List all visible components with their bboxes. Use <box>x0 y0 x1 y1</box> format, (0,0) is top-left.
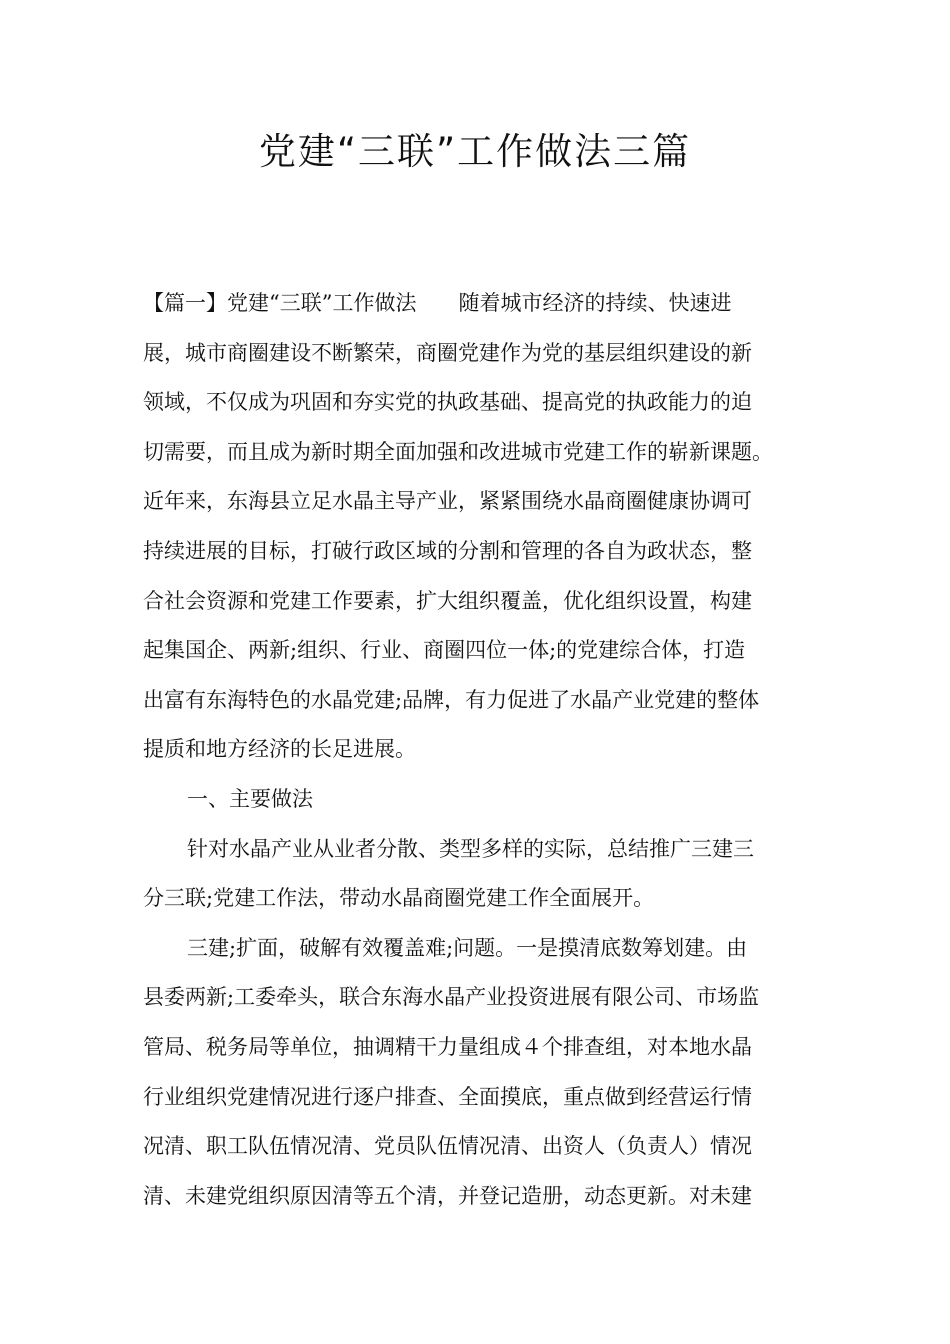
paragraph-line: 三建;扩面，破解有效覆盖难;问题。一是摸清底数筹划建。由 <box>187 935 748 960</box>
document-body <box>143 279 811 1221</box>
paragraph-line: 县委两新;工委牵头，联合东海水晶产业投资进展有限公司、市场监 <box>143 985 760 1010</box>
paragraph-line: 近年来，东海县立足水晶主导产业，紧紧围绕水晶商圈健康协调可 <box>143 489 752 514</box>
paragraph-line: 针对水晶产业从业者分散、类型多样的实际，总结推广三建三 <box>187 836 754 861</box>
paragraph-line: 管局、税务局等单位，抽调精干力量组成４个排查组，对本地水晶 <box>143 1034 752 1059</box>
paragraph-line: 起集国企、两新;组织、行业、商圈四位一体;的党建综合体，打造 <box>143 638 746 663</box>
paragraph-line: 行业组织党建情况进行逐户排查、全面摸底，重点做到经营运行情 <box>143 1084 752 1109</box>
paragraph-line: 况清、职工队伍情况清、党员队伍情况清、出资人（负责人）情况 <box>143 1134 752 1159</box>
paragraph-line: 出富有东海特色的水晶党建;品牌，有力促进了水晶产业党建的整体 <box>143 687 760 712</box>
paragraph-line: 分三联;党建工作法，带动水晶商圈党建工作全面展开。 <box>143 886 655 911</box>
paragraph-line: 清、未建党组织原因清等五个清，并登记造册，动态更新。对未建 <box>143 1183 752 1208</box>
paragraph-line: 切需要，而且成为新时期全面加强和改进城市党建工作的崭新课题。 <box>143 439 773 464</box>
section-heading: 一、主要做法 <box>187 786 313 811</box>
paragraph-line: 领域，不仅成为巩固和夯实党的执政基础、提高党的执政能力的迫 <box>143 390 752 415</box>
document-title: 党建“三联”工作做法三篇 <box>258 130 692 173</box>
paragraph-line: 持续进展的目标，打破行政区域的分割和管理的各自为政状态，整 <box>143 538 752 563</box>
paragraph-line: 合社会资源和党建工作要素，扩大组织覆盖，优化组织设置，构建 <box>143 588 752 613</box>
paragraph-line: 展，城市商圈建设不断繁荣，商圈党建作为党的基层组织建设的新 <box>143 340 752 365</box>
paragraph-line: 【篇一】党建“三联”工作做法 随着城市经济的持续、快速进 <box>143 291 732 315</box>
paragraph-line: 提质和地方经济的长足进展。 <box>143 737 416 762</box>
